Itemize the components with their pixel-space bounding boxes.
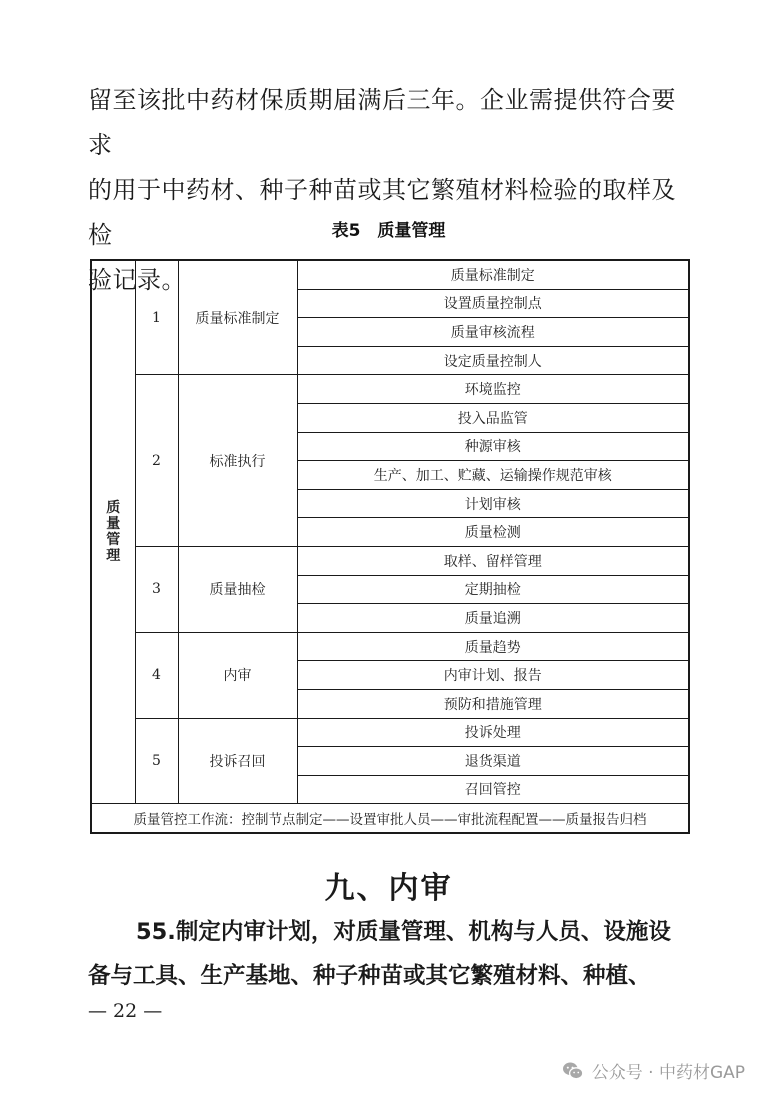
table-footer-row: [91, 804, 689, 834]
item-cell: 定期抽检: [297, 575, 689, 604]
group-number: 1: [135, 260, 178, 375]
category-cell: [91, 260, 135, 804]
item-cell: 内审计划、报告: [297, 661, 689, 690]
item-cell: 生产、加工、贮藏、运输操作规范审核: [297, 461, 689, 490]
table-row: [91, 632, 689, 661]
intro-line-2: 的用于中药材、种子种苗或其它繁殖材料检验的取样及检: [88, 176, 676, 249]
item-cell: 设置质量控制点: [297, 289, 689, 318]
item-cell: 质量审核流程: [297, 318, 689, 347]
item-cell: 质量追溯: [297, 604, 689, 633]
item-cell: 质量检测: [297, 518, 689, 547]
group-number: 2: [135, 375, 178, 547]
intro-line-1: 留至该批中药材保质期届满后三年。企业需提供符合要求: [88, 86, 676, 159]
group-name: 标准执行: [178, 375, 297, 547]
watermark-text: 公众号 · 中药材GAP: [591, 1063, 745, 1083]
item-cell: 质量标准制定: [297, 260, 689, 289]
item-cell: 质量趋势: [297, 632, 689, 661]
intro-line-3: 验记录。: [88, 266, 186, 294]
group-name: 质量抽检: [178, 546, 297, 632]
category-label: 质量管理: [106, 500, 121, 565]
table-row: [91, 546, 689, 575]
group-number: 5: [135, 718, 178, 804]
paragraph-line-2: 备与工具、生产基地、种子种苗或其它繁殖材料、种植、: [88, 963, 651, 989]
table-row: [91, 718, 689, 747]
workflow-footer: 质量管控工作流：控制节点制定——设置审批人员——审批流程配置——质量报告归档: [91, 804, 689, 834]
body-paragraph: [88, 910, 708, 998]
item-cell: 召回管控: [297, 775, 689, 804]
item-cell: 环境监控: [297, 375, 689, 404]
item-cell: 预防和措施管理: [297, 689, 689, 718]
group-number: 4: [135, 632, 178, 718]
group-number: 3: [135, 546, 178, 632]
wechat-icon: [562, 1061, 584, 1081]
watermark[interactable]: [562, 1058, 745, 1083]
group-name: 内审: [178, 632, 297, 718]
item-cell: 种源审核: [297, 432, 689, 461]
item-cell: 设定质量控制人: [297, 346, 689, 375]
item-cell: 投入品监管: [297, 403, 689, 432]
item-cell: 计划审核: [297, 489, 689, 518]
page-number: — 22 —: [88, 1000, 163, 1022]
group-name: 投诉召回: [178, 718, 297, 804]
group-name: 质量标准制定: [178, 260, 297, 375]
item-cell: 取样、留样管理: [297, 546, 689, 575]
table-title: 表5 质量管理: [331, 221, 446, 241]
section-heading: 九、内审: [324, 871, 453, 906]
table-row: [91, 260, 689, 289]
item-cell: 投诉处理: [297, 718, 689, 747]
quality-management-table: [90, 259, 690, 834]
table-row: [91, 375, 689, 404]
paragraph-line-1: 55.制定内审计划，对质量管理、机构与人员、设施设: [136, 919, 671, 945]
item-cell: 退货渠道: [297, 747, 689, 776]
